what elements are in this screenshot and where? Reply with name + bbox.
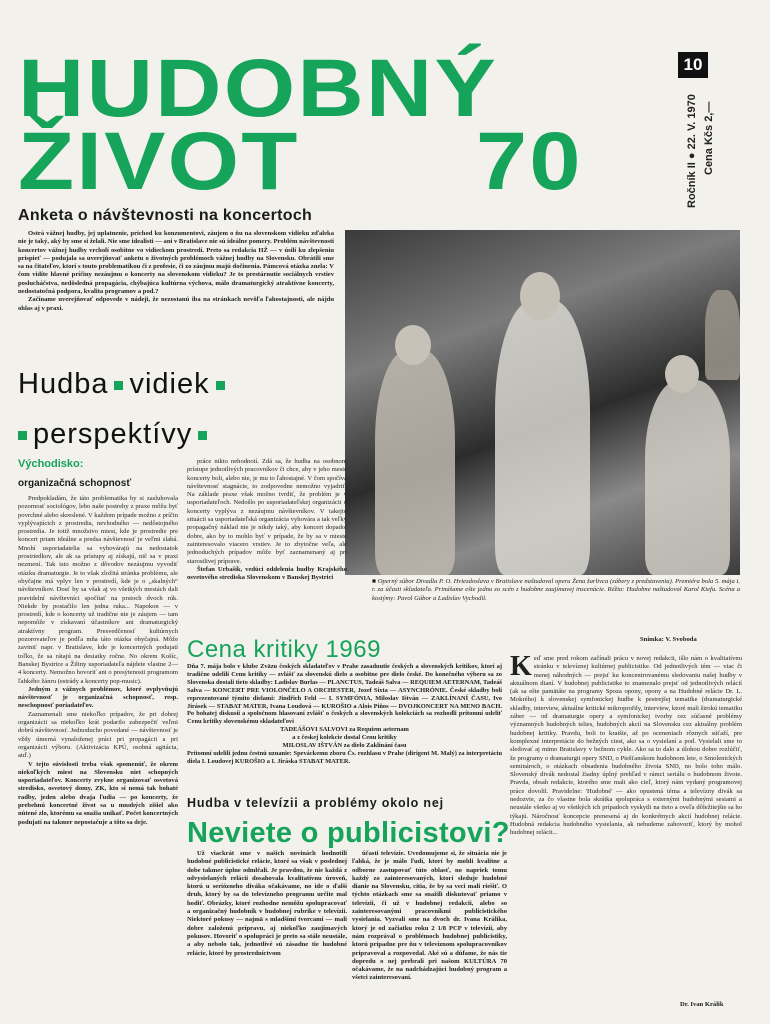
cena-winner-cz: MILOSLAV IŠTVÁN za dielo Zaklínání času xyxy=(282,742,407,750)
cena-kritiky-body: Dňa 7. mája bolo v klube Zväzu českých skladateľov v Prahe zasadnutie českých a slovenských kritikov, ktorí aj tradične udelili Cenu kritiky — zvlášť za slovenskú dielo a osobitne pre dielo české. Do konečného výberu sa zo Slovenska dostali tieto skladby: Ladislav Burlas — PLANCTUS, Tadeáš Salva — REQUIEM AETERNAM, Tadeáš Salva — KONCERT PRE VIOLONČELO A ORCHESTER, Jozef Sixta — ASYNCHRÓNIE. České skladby boli reprezentované týmito dielami: Jindřich Feld — I. SYMFÓNIA, Miloslav Ištván — ZAKLÍNANÍ ČASU, Ivo Jirásek — STABAT MATER, Ivana Loudová — KUROŠIO a Alois Piňos — DVOJKONCERT NA MENO BACH. Po bohatej diskusii a spoločnom hlasovaní zvlášť o českých a slovenských kolekciách sa rozhodli prítomní udeliť Cenu kritiky slovenskému skladateľovi xyxy=(187,663,502,726)
caption-marker: ■ xyxy=(372,578,377,585)
masthead-year-number: 70 xyxy=(476,116,583,207)
photo-credit: Snímka: V. Svoboda xyxy=(640,636,697,643)
hudba-column-2 xyxy=(187,458,347,613)
tv-col1-text: Už viackrát sme v našich novinách hodnotili hudobné publicistické relácie, ktoré sa však v poslednej dobe takmer úplne odmlčali. Je pravdou, že nie každá z odvysielaných relácií dosahovala kvalitatívnu úroveň, ktorú u seriózneho diváka očakávame, no ide o ďalší druh, ktorý by sa do televízneho programu určite mal hodiť. Obrázky, ktoré rozhodne nemôžu spolupracovať a organizačný hudobník v hudobnej rubrike v televízii. Niektoré pokusy — najmä s mladšími tvorcami — mali dobre založenú prípravu, aj niekoľko zaujímavých pokusov. Hovoriť o spolupráci je preto sa stále neustále, a aby nebolo tak, jednotlivé sú zásadne tie hudobné relácie, ktoré by prostredníctvom xyxy=(187,850,347,957)
cena-kritiky-headline: Cena kritiky 1969 xyxy=(187,636,381,663)
hudba-headline-line2 xyxy=(18,418,213,451)
green-square-icon xyxy=(18,431,27,440)
vidiek-word: vidiek xyxy=(129,368,210,400)
photo-caption xyxy=(372,578,740,603)
anketa-intro-text: Ostrá vážnej hudby, jej uplatnenie, príchod ku konzumentovi, záujem o ňu na slovenskom vidieku zďaleka nie je taký, aký by sme si želali. Nie sme idealisti — ani v Bratislave nie sú ideálne pomery. Problém návštevnosti koncertov vážnej hudby vrcholí osobitne vo vidieckom prostredí. Preto sa redakcia HŽ — v úsilí ku zlepšeniu prispieť — podujala sa uverejňovať anketu o životných problémoch vážnej hudby na Slovensku. Obrátili sme sa na čitateľov, ktorí s touto problematikou či z profesie, či zo záujmu majú dočinenia. Pámcová otázka znela: V čom vidíte hlavné príčiny nezáujmu o koncerty na slovenskom vidieku? Je to prestárnutie sociálnych vrstiev poslucháčstva, nedôsledná propagácia, chýbajúca kultúrna výchova, málo dramaturgický atraktívne koncerty, nedostatočná podpora, kvalita programov a pod.? xyxy=(18,230,334,296)
tv-author-signature: Dr. Ivan Králik xyxy=(680,1001,724,1008)
tv-right-text: eď sme pred rokom začínali prácu v novej redakcii, išlo nám o kvalitatívnu stránku v televíznej kultúrnej publicistike. Od jednotlivých tém — viac či menej náhodných — prejsť ku koncentrovanému sledovaniu našej hudby v aktuálnom dianí. V hudobnej publicistike to znamenalo prejsť od jednotlivých relácií (ak sa ešte pamätáte na programy Spoza opony, opony a na Hudobné relácie Dr. L. Mokrého) k slovenskej symfonickej hudbe k pestrejšej tematike (dramaturgické skladby, interview, aktuálne kritické mikroprofily, interview, ktoré mali širokú tematiku záber — od dramaturgie opery a symfonickej tvorby cez súčasné problémy významných hudobných telies, hudobných akcií na Slovensku cez aktuálny problém hudobnej kritiky. Pravdu, boli to kratšie, až po oceneniach rôznych súťaží, pre komplexné interpretácie do bežných ciest, ako sa o vysielaní a pod. Vysielali sme to sledovať aj mimo Bratislavy v bežnom cykle. Ako sa to dalo a úlohou dobre rozlúčiť, že programy o dramaturgii opery SND, o Piešťanskom hudobnom lete, o Smolenických seminároch, o otázkach obsadenia hudobného života SND, no bolo toho málo. Slovenský divák nedostal žiadny úplný prehľad v rámci seriálu o hudobnom živote. Pravda, obsah redakcie, ktorého sme mali ako cieľ, ktorý nám vydaný programovej práce dovolil. Pravidelne: 'Hudobné' — ako opustená téma a televízny divák sa nedozvie, za čo vlastne bola skrátka spolupráca s externými hudobnými sesiami a neustále všetko aj vo všetkých ich prípadoch vyskytli na tieto a oveľa dôležitejšie sa ho týkajú. Náročnosť koncepcie prenesená aj do konkrétnych akcií hudobnej relácie. Hudobná redakcia hudobného vysielania, ak nebudeme zahovoriť, ktorý by mohol hudobnej relácii... xyxy=(510,655,742,837)
hudba-col1-bold: Jedným z vážnych problémov, ktoré ovplyvňujú návštevnosť je organizačná schopnosť, resp. neschopnosť poriadateľov. xyxy=(18,685,178,710)
tv-column-2 xyxy=(352,850,507,1010)
hudba-col1-text-b: Zaznamenali sme niekoľko prípadov, že pri dobrej organizácii sa niekoľko krát podarilo zabezpečiť veľmi dobrú návštevnosť. Jednoducho povedané — návštevnosť je vždy úmerná vynaloženej práci pri propagácii a pri organizácii výboru. (Aktivizácia KPÚ, osobná agitácia, atď.) xyxy=(18,710,178,760)
drop-cap: K xyxy=(510,655,532,682)
anketa-intro xyxy=(18,230,334,360)
green-square-icon xyxy=(216,381,225,390)
anketa-headline: Anketa o návštevnosti na koncertoch xyxy=(18,207,313,224)
anketa-closing-text: Začíname uverejňovať odpovede v nádeji, že nezostanú iba na stránkach nevôľa ľahostajnosti, ale nájdu ohlas aj v praxi. xyxy=(18,296,334,312)
cena-winner-cz-intro: a z českej kolekcie dostal Cenu kritiky xyxy=(292,734,397,742)
tv-right-column xyxy=(510,655,742,1010)
tv-column-1 xyxy=(187,850,347,1010)
cena-footer: Prítomní udelili jednu čestnú uznanie: Speváckemu zboru Čs. rozhlasu v Prahe (dirigent M. Malý) za interpretáciu diela I. Loudovej KUROŠIO a I. Jiráska STABAT MATER. xyxy=(187,749,502,765)
issue-number-badge: 10 xyxy=(678,52,708,78)
hudba-col1-text: Predpokladám, že táto problematika by si zasluhovala pozornosť sociológov, lebo naše postrehy z praxe môžu byť povrchné alebo skreslené. V každom prípade možno z príčin vyplývajúcich z prostredia, nevhodného — nedôstojného prostredia. Je totiž množstvo miest, kde je prostredie pre koncert priam ideálne a predsa návštevnosť je veľmi slabá. Mnohí usporiadatelia sa vyhovárajú na nedostatok prostriedkov, ale ak sa prístupy aj získajú, nič sa v praxi nezmení. Tak isto možno z dôvodov nezáujmu vyvodiť otázku dramaturgie. Je to však zložitá stránka problému, ale obyčajne má vplyv len v prostredí, kde je o „skalných“ návštevníkov. Dosť by sa však aj vo všetkých mestách dali pravidelní návštevníci spočítať na prstoch dvoch rúk. Niekde by postačilo len jedna ruka... Napokon — v prostredí, kde o koncerty už tradične nie je záujem — tam nepomôže v získavaní účastníkov ani dramaturgický atraktívny program. Presvedčenosť kultúrnych pozorovateľov je podľa mňa táto otázka obyčajná. Môže zaviniť napr. v Bratislave, kde je koncertných podujatí toľko, že sa rátajú na desiatky ročne. No okrem Košíc, Banskej Bystrice a Žiliny usporiadateľa nájdete vlastne 2—4 koncerty. Nemožno hovoriť ani o presýtenosti programom ľahkého žánru (estrády a koncerty pop-music). xyxy=(18,495,178,685)
masthead-title-line1: HUDOBNÝ xyxy=(18,43,499,134)
hudba-col2-text: práce nikto nehodnotí. Zdá sa, že hudba na osobnom prístupe jednotlivých pracovníkov či chce, aby v jeho meste koncerty boli, alebo nie, je mu to ľahostajné. V čom spočíva návštevnosť stagnácie, to zodpovedne nemožno vyjadriť. Na základe praxe však možno tvrdiť, že problém je v usporiadateľoch. Nedošlo po usporiadateľskej organizácii o koncerty vyplýva z nezáujmu návštevníkov. V takejto situácii sa usporiadateľská organizácia vyhovára a tak veľký propagačný náklad nie je nikdy taký, aby koncert dopadol dobre, ako by to mohlo byť v prípade, že by sa v mieste zainteresovalo viacero vrstiev. Je to zbytočne veľa, ale jednoduchých prípadov môže byť zaznamenaný aj pri starostlivej príprave. xyxy=(187,458,347,565)
hudba-headline-line1 xyxy=(18,368,231,401)
caption-text: Operný súbor Divadla P. O. Hviezdoslava v Bratislave naštudoval operu Žena žarlivca (zábery z predstavenia). Premiéra bola 5. mája t. r. za účasti skladateľa. Prinášame ešte jednu zo scén z hudobne zaujímavej inscenácie. Réžia: Hudobne naštudoval Karol Kiefa. Scéna a kostýmy: Pavol Gábor a Ladislav Vychodil. xyxy=(372,578,740,602)
hudba-col1-text-c: V tejto súvislosti treba však spomenúť, že okrem niekoľkých miest na Slovensku niet schopných usporiadateľov. Koncerty zvykne organizovať osvetová stredisko, osvetový domy, ZK, kto si nemá tak bohaté radby, jeden alebo dvaja ľudia — po koncerty, že prebehnú koncertné život sa u mnohých zišiel ako nútené zlo, ktorému sa snažia unikať. Počet koncertných podujatí na takmer nepostačuje a tôto sa deje. xyxy=(18,760,178,826)
hudba-word: Hudba xyxy=(18,368,109,400)
masthead-price: Cena Kčs 2,— xyxy=(703,101,715,175)
opera-scene-photo xyxy=(345,230,740,575)
masthead-title-line2: ŽIVOT xyxy=(18,116,300,207)
perspektivy-word: perspektívy xyxy=(33,418,193,450)
hudba-kicker: Východisko: xyxy=(18,458,84,470)
hudba-subtitle: organizačná schopnosť xyxy=(18,478,132,489)
masthead-volume-date: Ročník II ● 22. V. 1970 xyxy=(686,94,698,208)
tv-section-heading: Hudba v televízii a problémy okolo nej xyxy=(187,796,444,810)
tv-col2-text: účasti televízie. Uvedomujeme si, že situácia nie je ľahká, že je málo ľudí, ktorí by mohli kvalitne a odborne zastupovať túto oblasť, no napriek tomu každý zo zainteresovaných, ktorí sleduje hudobné dianie na Slovensku, cítia, že by sa veci mali riešiť. O týchto otázkach sme sa snažili diskutovať priamo v televízii, či už v hudobnej redakcii, alebo so zainteresovanými pracovníkmi publicistického vysielania. Vyzvali sme na dvoch dr. Ivana Králika, ktorý je od začiatku roku 2 1/8 PCP v televízii, aby nám rozprával o problémoch hudobnej publicistiky, ktorú prípadne pre ňu v televíznom spolupracovníkov pripravoval a rozpovedal. Aké sú a dúfame, že nás tie dopredu o nej prebrali pri našom KULTÚRA 70 očakávame, že na nadchádzajúci hudobný program a všetci zainteresovaní. xyxy=(352,850,507,982)
cena-kritiky-article xyxy=(187,663,502,788)
tv-article-headline: Neviete o publicistovi? xyxy=(187,817,510,849)
green-square-icon xyxy=(198,431,207,440)
green-square-icon xyxy=(114,381,123,390)
cena-winner-sk: TADEÁŠOVI SALVOVI za Requiem aeternam xyxy=(280,726,409,734)
hudba-column-1 xyxy=(18,495,178,1010)
hudba-col2-signature: Štefan Urbašík, vedúci oddelenia hudby Krajského osvetového strediska Slovenskom v Banskej Bystrici xyxy=(187,565,347,582)
